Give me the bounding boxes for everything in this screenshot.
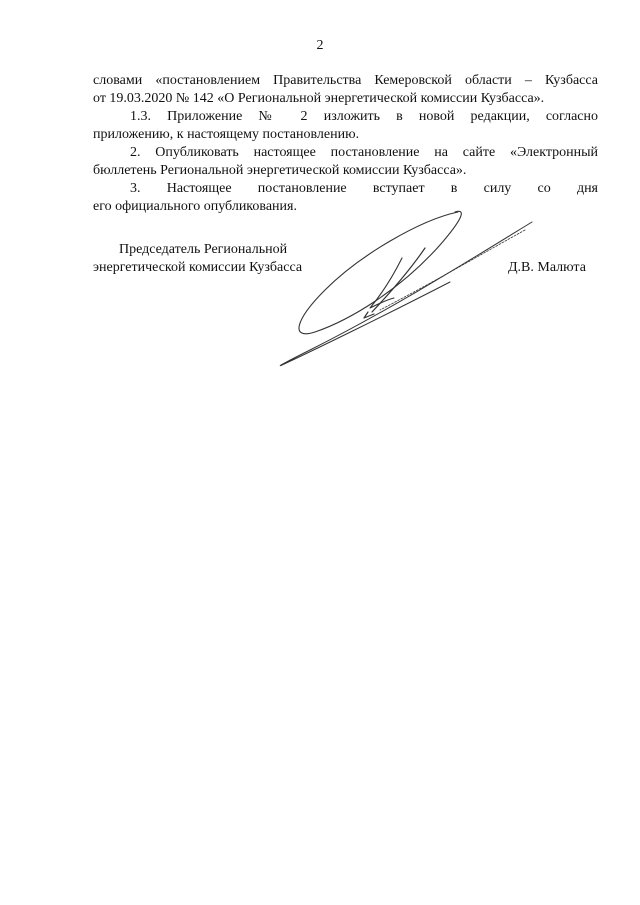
paragraph-line: 1.3. Приложение № 2 изложить в новой редакции, согласно xyxy=(130,109,598,124)
signer-title-line2: энергетической комиссии Кузбасса xyxy=(93,260,303,275)
paragraph-continuation xyxy=(93,72,598,108)
paragraph-item-1-3 xyxy=(93,108,598,144)
paragraph-line: его официального опубликования. xyxy=(93,199,297,214)
document-body xyxy=(93,72,598,216)
paragraph-line: 3. Настоящее постановление вступает в силу со дня xyxy=(130,181,598,196)
page-number: 2 xyxy=(316,38,324,53)
paragraph-line: приложению, к настоящему постановлению. xyxy=(93,127,360,142)
paragraph-line: словами «постановлением Правительства Кемеровской области – Кузбасса xyxy=(93,73,598,88)
paragraph-line: 2. Опубликовать настоящее постановление на сайте «Электронный xyxy=(130,145,598,160)
signer-title-line1: Председатель Региональной xyxy=(119,242,288,257)
handwritten-signature xyxy=(270,200,540,375)
paragraph-item-2 xyxy=(93,144,598,180)
paragraph-line: от 19.03.2020 № 142 «О Региональной энергетической комиссии Кузбасса». xyxy=(93,91,545,106)
signer-name: Д.В. Малюта xyxy=(508,260,586,275)
paragraph-line: бюллетень Региональной энергетической комиссии Кузбасса». xyxy=(93,163,467,178)
